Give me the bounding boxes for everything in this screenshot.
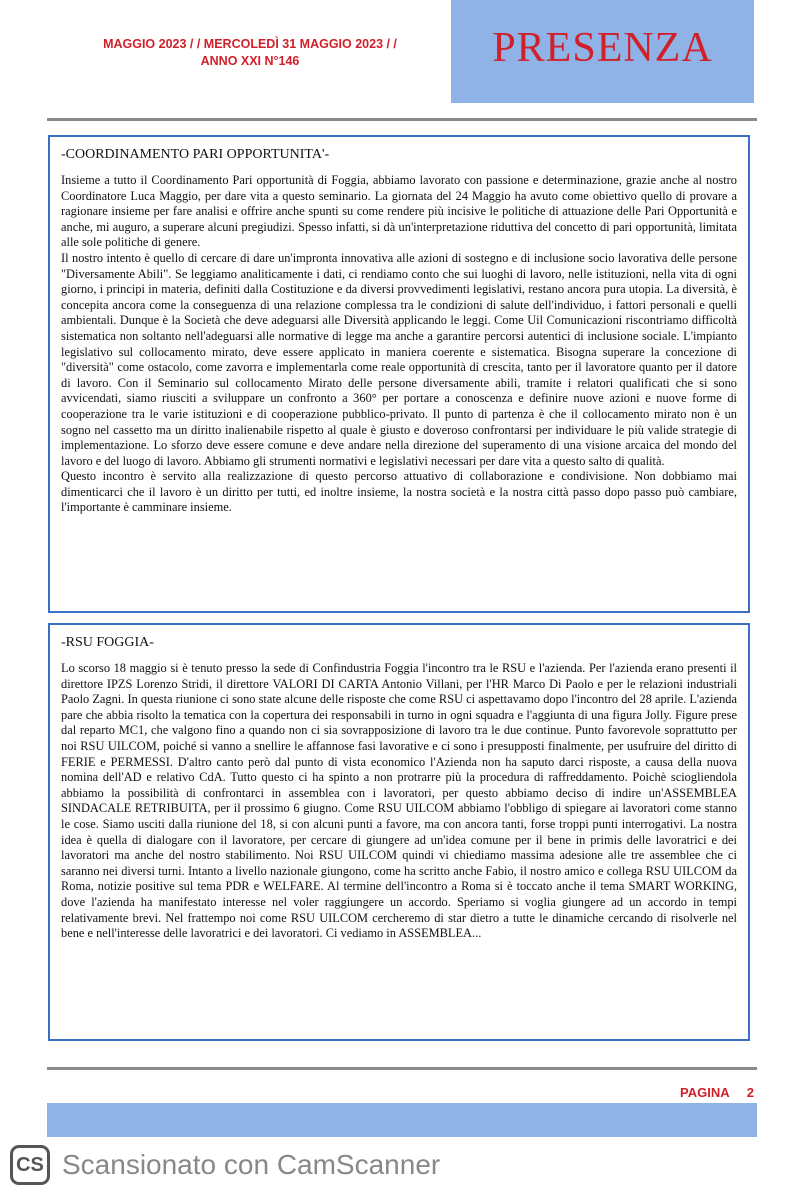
article-paragraph: Insieme a tutto il Coordinamento Pari opportunità di Foggia, abbiamo lavorato con passione e determinazione, grazie anche al nostro Coordinatore Luca Maggio, per dare vita a questo seminario. La giornata del 24 Maggio ha avuto come obiettivo quello di provare a ragionare insieme per fare analisi e offrire anche spunti su come rendere più incisive le politiche di attuazione delle Pari Opportunità e anche, mi auguro, a superare alcuni pregiudizi. Spesso infatti, si dà un'interpretazione riduttiva del concetto di pari opportunità, limitata alle sole politiche di genere. — [61, 173, 737, 250]
top-divider — [47, 118, 757, 121]
issue-number: ANNO XXI N°146 — [200, 54, 300, 68]
article-paragraph: Il nostro intento è quello di cercare di dare un'impronta innovativa alle azioni di sostegno e di inclusione socio lavorativa delle persone "Diversamente Abili". Se leggiamo analiticamente i dati, ci rendiamo conto che sui luoghi di lavoro, nelle istituzioni, nella vita di ogni giorno, i principi in materia, definiti dalla Costituzione e da diversi provvedimenti legislativi, restano ancora pura utopia. La diversità, è concepita ancora come la conseguenza di una relazione complessa tra le condizioni di salute dell'individuo, i fattori personali e quelli ambientali. Dunque è la Società che deve adeguarsi alle Diversità applicando le leggi. Come Uil Comunicazioni riscontriamo difficoltà sistematica non soltanto nell'adeguarsi alle normative di legge ma anche a garantire percorsi autentici di inclusione sociale. L'impianto legislativo sul collocamento mirato, deve essere applicato in maniera coerente e sistematica. Bisogna superare la concezione di "diversità" come ostacolo, come zavorra e implementarla come reale opportunità di crescita, tanto per il lavoratore quanto per il datore di lavoro. Con il Seminario sul collocamento Mirato delle persone diversamente abili, tramite i relatori qualificati che si sono avvicendati, siamo riusciti a sviluppare un confronto a 360° per portare a conoscenza e definire nuove azioni e nuove forme di cooperazione tra le varie istituzioni e di cooperazione pubblico-privato. Il punto di partenza è che il collocamento mirato non è un sogno nel cassetto ma un diritto inalienabile rispetto al quale è giusto e doveroso confrontarsi per individuare le più valide strategie di implementazione. Lo sforzo deve essere comune e deve andare nella direzione del superamento di una visione arcaica del mondo del lavoro e del luogo di lavoro. Abbiamo gli strumenti normativi e legislativi necessari per dare vita a questo salto di qualità. — [61, 250, 737, 468]
footer-band — [47, 1103, 757, 1137]
page-label: PAGINA — [680, 1085, 730, 1100]
masthead-band — [451, 0, 754, 103]
dateline-block — [50, 36, 450, 70]
page-number: 2 — [746, 1085, 754, 1100]
watermark-text: Scansionato con CamScanner — [62, 1149, 441, 1180]
article-paragraph: Questo incontro è servito alla realizzazione di questo percorso attuativo di collaborazione e condivisione. Non dobbiamo mai dimenticarci che il lavoro è un diritto per tutti, ed inoltre insieme, la nostra società e la nostra città passo dopo passo può cambiare, l'importante è camminare insieme. — [61, 469, 737, 515]
article-rsu-foggia — [48, 623, 750, 1041]
camscanner-logo-icon: CS — [10, 1145, 50, 1185]
masthead-title: PRESENZA — [492, 25, 713, 71]
article-paragraph: Lo scorso 18 maggio si è tenuto presso la sede di Confindustria Foggia l'incontro tra le RSU e l'azienda. Per l'azienda erano presenti il direttore IPZS Lorenzo Stridi, il direttore VALORI DI CARTA Antonio Villani, per l'HR Marco Di Paolo e per le relazioni industriali Paolo Zagni. In questa riunione ci sono state alcune delle risposte che come RSU ci aspettavamo dopo l'incontro del 28 aprile. L'azienda pare che abbia risolto la tematica con la copertura dei responsabili in turno in ogni squadra e l'aggiunta di una figura Jolly. Figure prese dal reparto MC1, che valgono fino a quando non ci sia sovrapposizione di lavoro tra le due continue. Punto favorevole soprattutto per noi RSU UILCOM, poiché si vanno a snellire le affannose fasi lavorative e ci sono i presupposti finalmente, per usufruire del diritto di FERIE e PERMESSI. D'altro canto però dal punto di vista economico l'Azienda non ha saputo darci risposte, a causa della nuova nomina dell'AD e relativo CdA. Tutto questo ci ha spinto a non protrarre più la procedura di raffreddamento. Poichè sciogliendola abbiamo la possibilità di confrontarci in assemblea con i lavoratori, per questo abbiamo deciso di indire un'ASSEMBLEA SINDACALE RETRIBUITA, per il prossimo 6 giugno. Come RSU UILCOM abbiamo l'obbligo di spiegare ai lavoratori come stanno le cose. Siamo usciti dalla riunione del 18, si con alcuni punti a favore, ma con ancora tanti, forse troppi punti interrogativi. La nostra idea è quella di dialogare con il lavoratore, per cercare di giungere ad un'idea comune per il bene in primis delle lavoratrici e dei lavoratori ma anche del nostro stabilimento. Noi RSU UILCOM quindi vi chiediamo massima adesione alle tre assemblee che ci saranno nei diversi turni. Intanto a livello nazionale giungono, come ha scritto anche Fabio, il nostro amico e collega RSU UILCOM da Roma, notizie positive sul tema PDR e WELFARE. Al termine dell'incontro a Roma si è toccato anche il tema SMART WORKING, dove l'azienda ha manifestato interesse nel voler raggiungere un accordo. Speriamo si voglia giungere ad un accordo in tempi relativamente brevi. Nel frattempo noi come RSU UILCOM cercheremo di star dietro a tutte le dinamiche cercando di risolverle nel bene e nell'interesse delle lavoratrici e dei lavoratori. Ci vediamo in ASSEMBLEA... — [61, 661, 737, 941]
dateline: MAGGIO 2023 / / MERCOLEDÌ 31 MAGGIO 2023 / / — [103, 37, 397, 51]
article-heading: -COORDINAMENTO PARI OPPORTUNITA'- — [61, 147, 330, 162]
article-heading: -RSU FOGGIA- — [61, 635, 154, 650]
article-pari-opportunita — [48, 135, 750, 613]
page-footer — [680, 1085, 754, 1100]
bottom-divider — [47, 1067, 757, 1070]
camscanner-watermark — [10, 1145, 440, 1185]
